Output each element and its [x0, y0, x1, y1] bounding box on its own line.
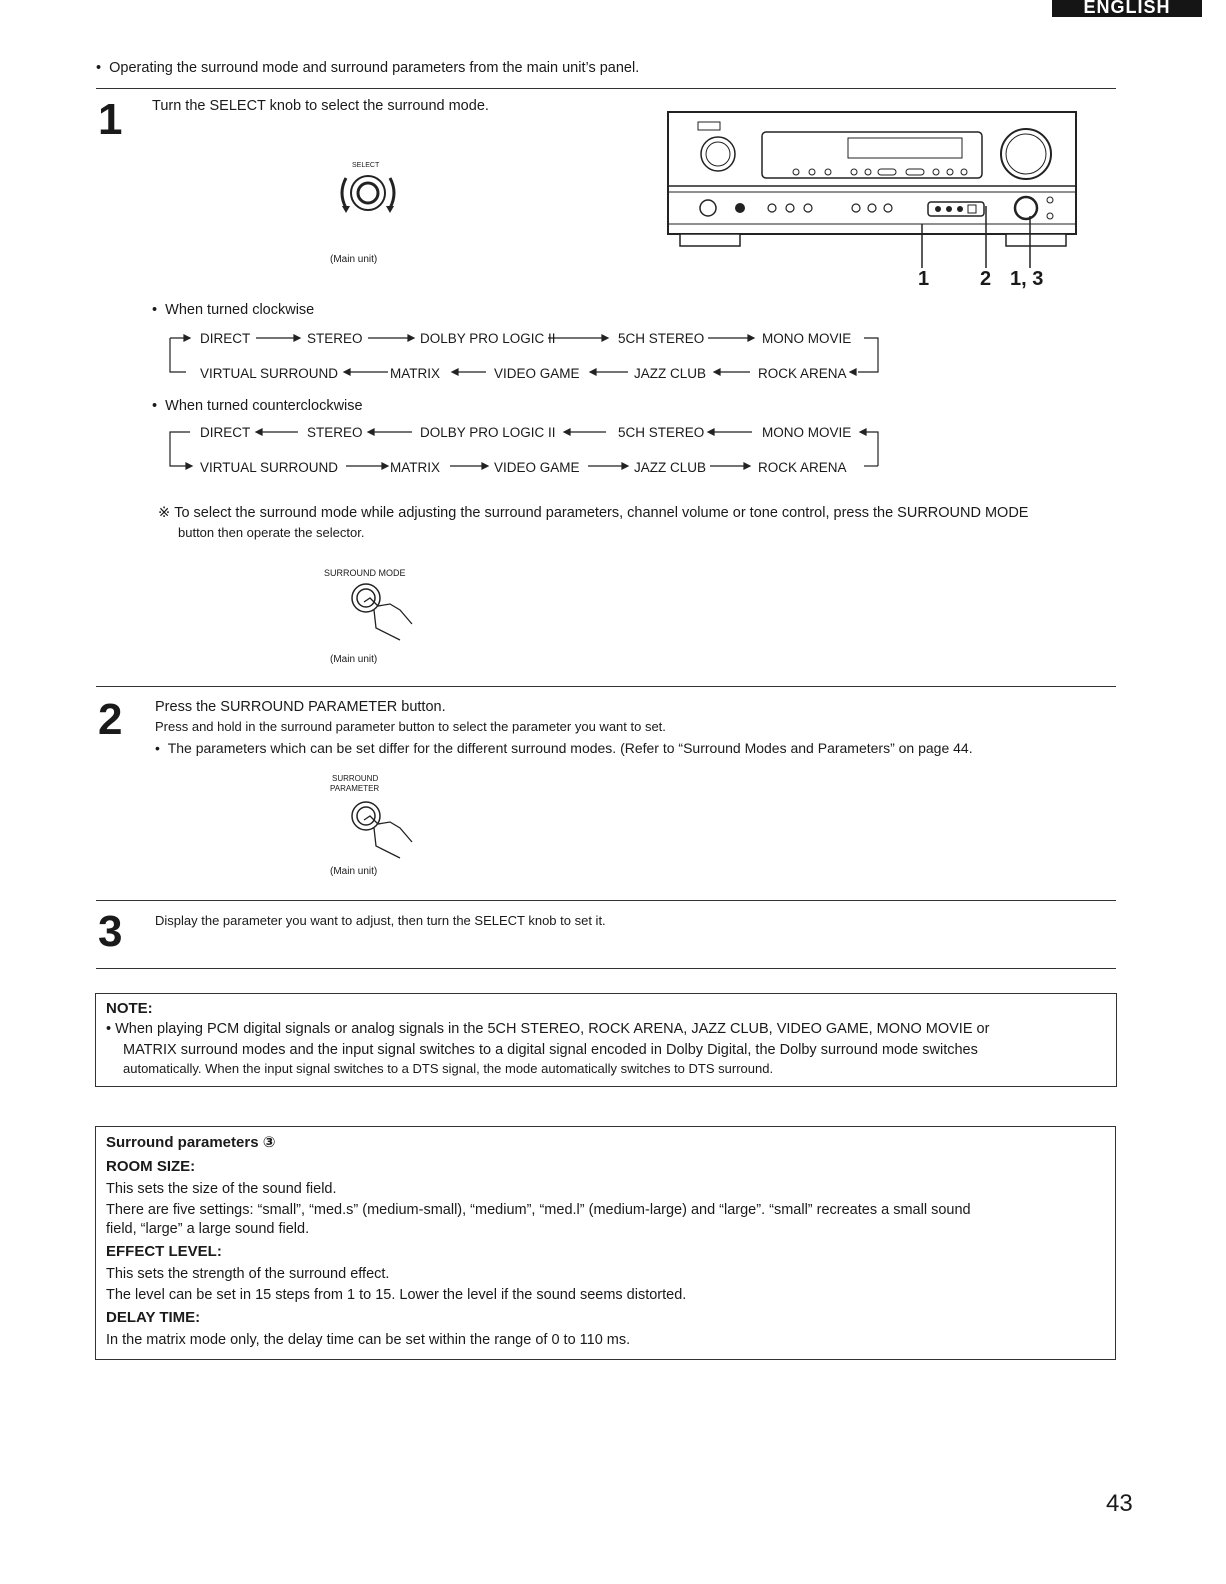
- note-title: NOTE:: [106, 1000, 153, 1017]
- language-tab: ENGLISH: [1052, 0, 1202, 17]
- step-1-note: [158, 503, 1028, 523]
- callout-2: 2: [980, 268, 992, 290]
- step-1-note-text: To select the surround mode while adjusting the surround parameters, channel volume or tone control, press the SURROUND MODE: [174, 505, 1029, 521]
- select-knob-icon: [334, 168, 410, 218]
- effect-level-line-2: The level can be set in 15 steps from 1 to 15. Lower the level if the sound seems distorted.: [106, 1287, 687, 1303]
- surround-parameter-button-icon: [340, 798, 420, 862]
- room-size-line-1: This sets the size of the sound field.: [106, 1181, 337, 1197]
- ccw-mode-stereo: STEREO: [307, 425, 363, 440]
- cw-mode-stereo: STEREO: [307, 331, 363, 346]
- surround-mode-caption: (Main unit): [330, 654, 378, 665]
- receiver-front-panel: [666, 108, 1080, 268]
- step-1-instruction: Turn the SELECT knob to select the surround mode.: [152, 98, 489, 114]
- step-2-line-1: Press the SURROUND PARAMETER button.: [155, 699, 446, 715]
- ccw-mode-video-game: VIDEO GAME: [494, 460, 580, 475]
- note-line-1: [106, 1019, 989, 1039]
- surround-parameters-box: [95, 1126, 1116, 1360]
- ccw-mode-matrix: MATRIX: [390, 460, 440, 475]
- ccw-mode-jazz-club: JAZZ CLUB: [634, 460, 707, 475]
- surround-mode-button-icon: [340, 580, 420, 644]
- divider: [96, 900, 1116, 901]
- intro-text: Operating the surround mode and surround parameters from the main unit’s panel.: [109, 60, 640, 76]
- bullet: •: [155, 740, 168, 756]
- surround-mode-button-label: SURROUND MODE: [324, 568, 406, 578]
- callout-1-3: 1, 3: [1010, 268, 1044, 290]
- ccw-mode-rock-arena: ROCK ARENA: [758, 460, 847, 475]
- clockwise-heading: [152, 300, 314, 320]
- note-line-3: automatically. When the input signal switches to a DTS signal, the mode automatically switches to DTS surround.: [123, 1061, 774, 1076]
- note-line-1-text: When playing PCM digital signals or analog signals in the 5CH STEREO, ROCK ARENA, JAZZ CLUB, VIDEO GAME, MONO MOVIE or: [115, 1021, 990, 1037]
- cw-mode-mono-movie: MONO MOVIE: [762, 331, 852, 346]
- counterclockwise-heading: [152, 396, 363, 416]
- callout-1: 1: [918, 268, 930, 290]
- step-3-text: Display the parameter you want to adjust, then turn the SELECT knob to set it.: [155, 913, 606, 928]
- room-size-line-2: There are five settings: “small”, “med.s” (medium-small), “medium”, “med.l” (medium-large) and “large”. “small” recreates a small sound: [106, 1202, 971, 1218]
- divider: [96, 686, 1116, 687]
- cw-mode-virtual-surround: VIRTUAL SURROUND: [200, 366, 339, 381]
- surround-parameter-label-1: SURROUND: [332, 774, 379, 783]
- cw-mode-dolby-pl2: DOLBY PRO LOGIC II: [420, 331, 556, 346]
- params-title: Surround parameters ③: [106, 1134, 276, 1151]
- step-3-number: 3: [98, 907, 123, 956]
- ccw-mode-mono-movie: MONO MOVIE: [762, 425, 852, 440]
- room-size-line-3: field, “large” a large sound field.: [106, 1221, 310, 1237]
- step-2-bullet-text: The parameters which can be set differ for the different surround modes. (Refer to “Surround Modes and Parameters” on page 44.: [167, 740, 973, 756]
- effect-level-title: EFFECT LEVEL:: [106, 1243, 222, 1260]
- select-knob-label: SELECT: [352, 162, 380, 169]
- cw-mode-matrix: MATRIX: [390, 366, 440, 381]
- cw-mode-rock-arena: ROCK ARENA: [758, 366, 847, 381]
- surround-parameter-caption: (Main unit): [330, 866, 378, 877]
- step-2-number: 2: [98, 695, 123, 744]
- delay-time-title: DELAY TIME:: [106, 1309, 201, 1326]
- ccw-mode-dolby-pl2: DOLBY PRO LOGIC II: [420, 425, 556, 440]
- note-line-2: MATRIX surround modes and the input signal switches to a digital signal encoded in Dolby Digital, the Dolby surround mode switches: [123, 1042, 978, 1058]
- intro-line: [96, 58, 639, 78]
- ccw-mode-virtual-surround: VIRTUAL SURROUND: [200, 460, 339, 475]
- counterclockwise-title: When turned counterclockwise: [165, 398, 363, 414]
- step-1-note-continued: button then operate the selector.: [178, 525, 365, 540]
- divider: [96, 968, 1116, 969]
- note-box: [95, 993, 1117, 1087]
- ccw-mode-5ch-stereo: 5CH STEREO: [618, 425, 705, 440]
- cw-mode-5ch-stereo: 5CH STEREO: [618, 331, 705, 346]
- page-number: 43: [1106, 1490, 1133, 1517]
- ccw-mode-direct: DIRECT: [200, 425, 251, 440]
- effect-level-line-1: This sets the strength of the surround effect.: [106, 1266, 390, 1282]
- surround-parameter-label-2: PARAMETER: [330, 784, 380, 793]
- bullet: •: [96, 60, 110, 76]
- divider: [96, 88, 1116, 89]
- cw-mode-video-game: VIDEO GAME: [494, 366, 580, 381]
- note-mark: ※: [158, 505, 171, 521]
- select-knob-caption: (Main unit): [330, 254, 378, 265]
- clockwise-title: When turned clockwise: [165, 302, 315, 318]
- step-2-line-2: Press and hold in the surround parameter button to select the parameter you want to set.: [155, 719, 666, 734]
- room-size-title: ROOM SIZE:: [106, 1158, 196, 1175]
- bullet: •: [152, 398, 166, 414]
- cw-mode-jazz-club: JAZZ CLUB: [634, 366, 707, 381]
- step-1-number: 1: [98, 95, 123, 144]
- step-2-bullet: [155, 738, 973, 758]
- bullet: •: [106, 1021, 116, 1037]
- delay-time-line-1: In the matrix mode only, the delay time can be set within the range of 0 to 110 ms.: [106, 1332, 631, 1348]
- bullet: •: [152, 302, 166, 318]
- cw-mode-direct: DIRECT: [200, 331, 251, 346]
